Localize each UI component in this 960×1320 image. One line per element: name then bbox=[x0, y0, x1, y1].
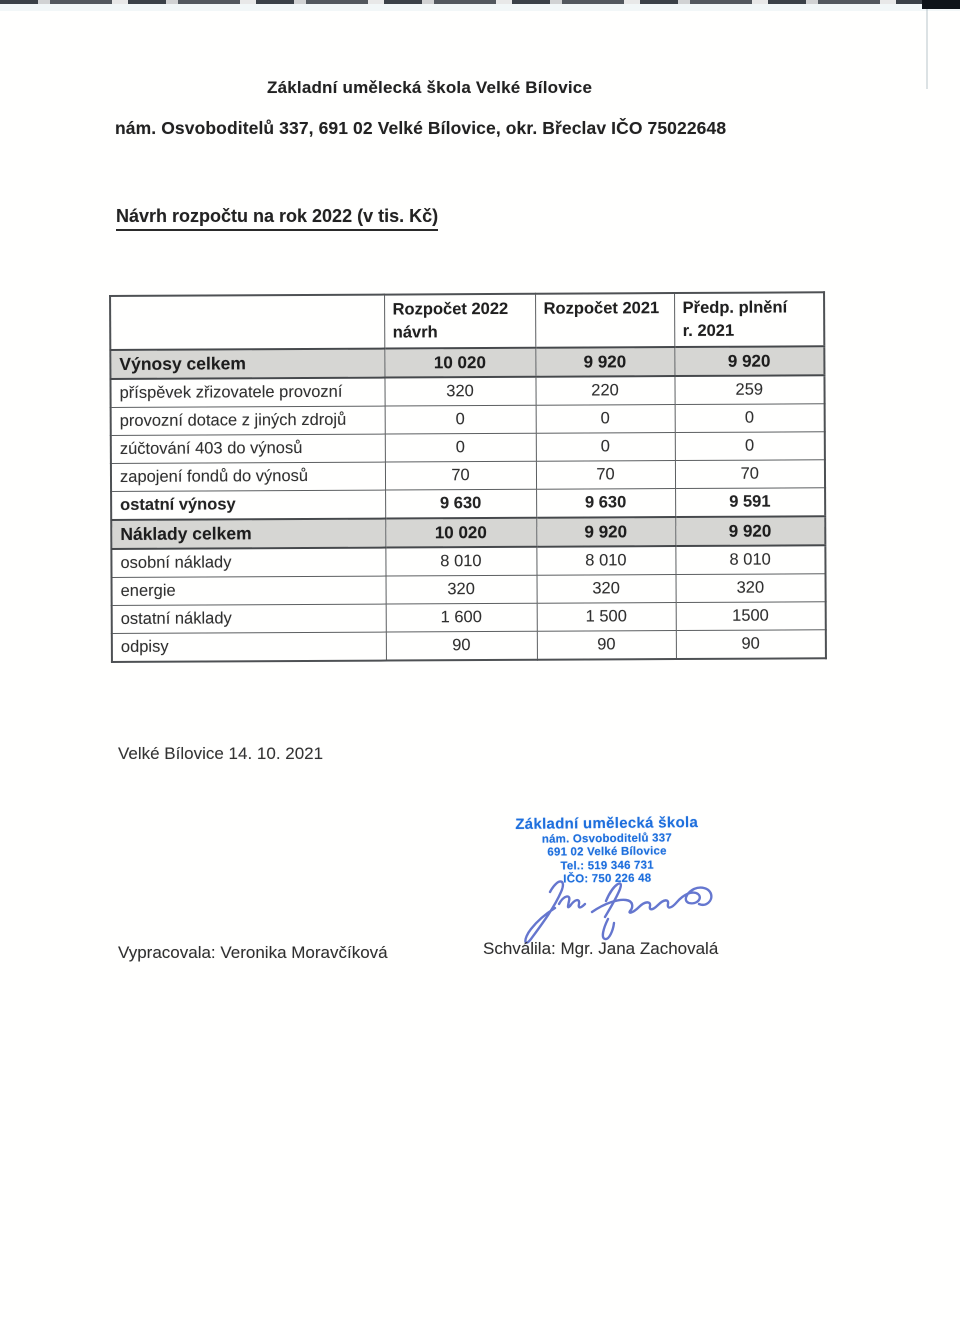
table-header-row bbox=[110, 292, 824, 350]
stamp-line: Základní umělecká škola bbox=[515, 814, 699, 833]
cell-value: 320 bbox=[537, 575, 676, 604]
school-address-line: nám. Osvoboditelů 337, 691 02 Velké Bílovice, okr. Břeclav IČO 75022648 bbox=[115, 118, 727, 138]
row-label: osobní náklady bbox=[111, 548, 385, 578]
cell-value: 0 bbox=[675, 432, 825, 461]
table-row bbox=[111, 545, 825, 577]
header-budget-2022 bbox=[384, 294, 535, 349]
row-label: příspěvek zřizovatele provozní bbox=[110, 378, 384, 408]
row-label: energie bbox=[112, 576, 386, 605]
row-label: zapojení fondů do výnosů bbox=[111, 462, 385, 491]
table-row bbox=[110, 346, 824, 379]
stamp-line: IČO: 750 226 48 bbox=[563, 872, 652, 886]
table-row bbox=[111, 432, 825, 464]
budget-table bbox=[109, 291, 827, 663]
row-label: Výnosy celkem bbox=[110, 349, 384, 379]
cell-value: 9 591 bbox=[675, 488, 825, 517]
header-line: r. 2021 bbox=[682, 321, 735, 340]
header-line: návrh bbox=[392, 323, 438, 342]
row-label: zúčtování 403 do výnosů bbox=[111, 434, 385, 463]
cell-value: 0 bbox=[385, 433, 536, 462]
approved-by-line: Schválila: Mgr. Jana Zachovalá bbox=[483, 939, 719, 958]
cell-value: 70 bbox=[385, 461, 536, 490]
place-and-date: Velké Bílovice 14. 10. 2021 bbox=[118, 744, 324, 763]
cell-value: 0 bbox=[385, 405, 536, 434]
cell-value: 10 020 bbox=[385, 518, 536, 548]
cell-value: 9 920 bbox=[536, 517, 675, 547]
table-row bbox=[111, 516, 825, 549]
cell-value: 320 bbox=[386, 575, 537, 604]
header-budget-2021 bbox=[535, 293, 674, 348]
cell-value: 1 600 bbox=[386, 603, 537, 632]
table-row bbox=[112, 574, 826, 606]
cell-value: 9 920 bbox=[674, 346, 824, 376]
cell-value: 9 920 bbox=[675, 516, 825, 546]
table-row bbox=[110, 375, 824, 407]
budget-table-wrapper bbox=[109, 291, 825, 663]
cell-value: 8 010 bbox=[536, 546, 675, 575]
cell-value: 0 bbox=[675, 404, 825, 433]
header-expected-2021 bbox=[674, 292, 824, 347]
table-row bbox=[111, 488, 825, 520]
header-line: Předp. plnění bbox=[682, 298, 788, 317]
cell-value: 0 bbox=[536, 433, 675, 462]
stamp-line: nám. Osvoboditelů 337 bbox=[541, 831, 672, 846]
budget-heading: Návrh rozpočtu na rok 2022 (v tis. Kč) bbox=[116, 206, 438, 231]
cell-value: 259 bbox=[674, 375, 824, 404]
header-line: Rozpočet 2022 bbox=[392, 299, 509, 319]
scanner-vertical-line bbox=[926, 9, 928, 89]
row-label: Náklady celkem bbox=[111, 519, 385, 549]
cell-value: 10 020 bbox=[384, 348, 535, 378]
table-row bbox=[111, 460, 825, 492]
cell-value: 320 bbox=[384, 377, 535, 406]
header-empty-cell bbox=[110, 295, 384, 350]
row-label: provozní dotace z jiných zdrojů bbox=[111, 406, 385, 435]
cell-value: 70 bbox=[536, 461, 675, 490]
cell-value: 0 bbox=[536, 405, 675, 434]
scanner-tint-artifact bbox=[0, 4, 960, 11]
scanner-corner-mark bbox=[922, 0, 960, 9]
cell-value: 70 bbox=[675, 460, 825, 489]
prepared-by-line: Vypracovala: Veronika Moravčíková bbox=[118, 943, 388, 962]
cell-value: 220 bbox=[535, 376, 674, 405]
cell-value: 9 630 bbox=[536, 489, 675, 518]
cell-value: 320 bbox=[676, 574, 826, 603]
cell-value: 1500 bbox=[676, 602, 826, 631]
row-label: ostatní náklady bbox=[112, 604, 386, 633]
school-name: Základní umělecká škola Velké Bílovice bbox=[267, 78, 593, 97]
row-label: odpisy bbox=[112, 632, 386, 662]
table-row bbox=[112, 602, 826, 634]
cell-value: 90 bbox=[676, 630, 826, 659]
cell-value: 8 010 bbox=[675, 545, 825, 574]
cell-value: 90 bbox=[537, 631, 676, 660]
cell-value: 9 630 bbox=[385, 489, 536, 518]
stamp-line: 691 02 Velké Bílovice bbox=[547, 845, 667, 859]
cell-value: 8 010 bbox=[385, 547, 536, 576]
cell-value: 1 500 bbox=[537, 603, 676, 632]
header-line: Rozpočet 2021 bbox=[543, 299, 660, 318]
cell-value: 90 bbox=[386, 631, 537, 660]
cell-value: 9 920 bbox=[535, 347, 674, 377]
row-label: ostatní výnosy bbox=[111, 490, 385, 520]
table-row bbox=[111, 404, 825, 436]
stamp-line: Tel.: 519 346 731 bbox=[560, 859, 654, 872]
table-row bbox=[112, 630, 826, 662]
